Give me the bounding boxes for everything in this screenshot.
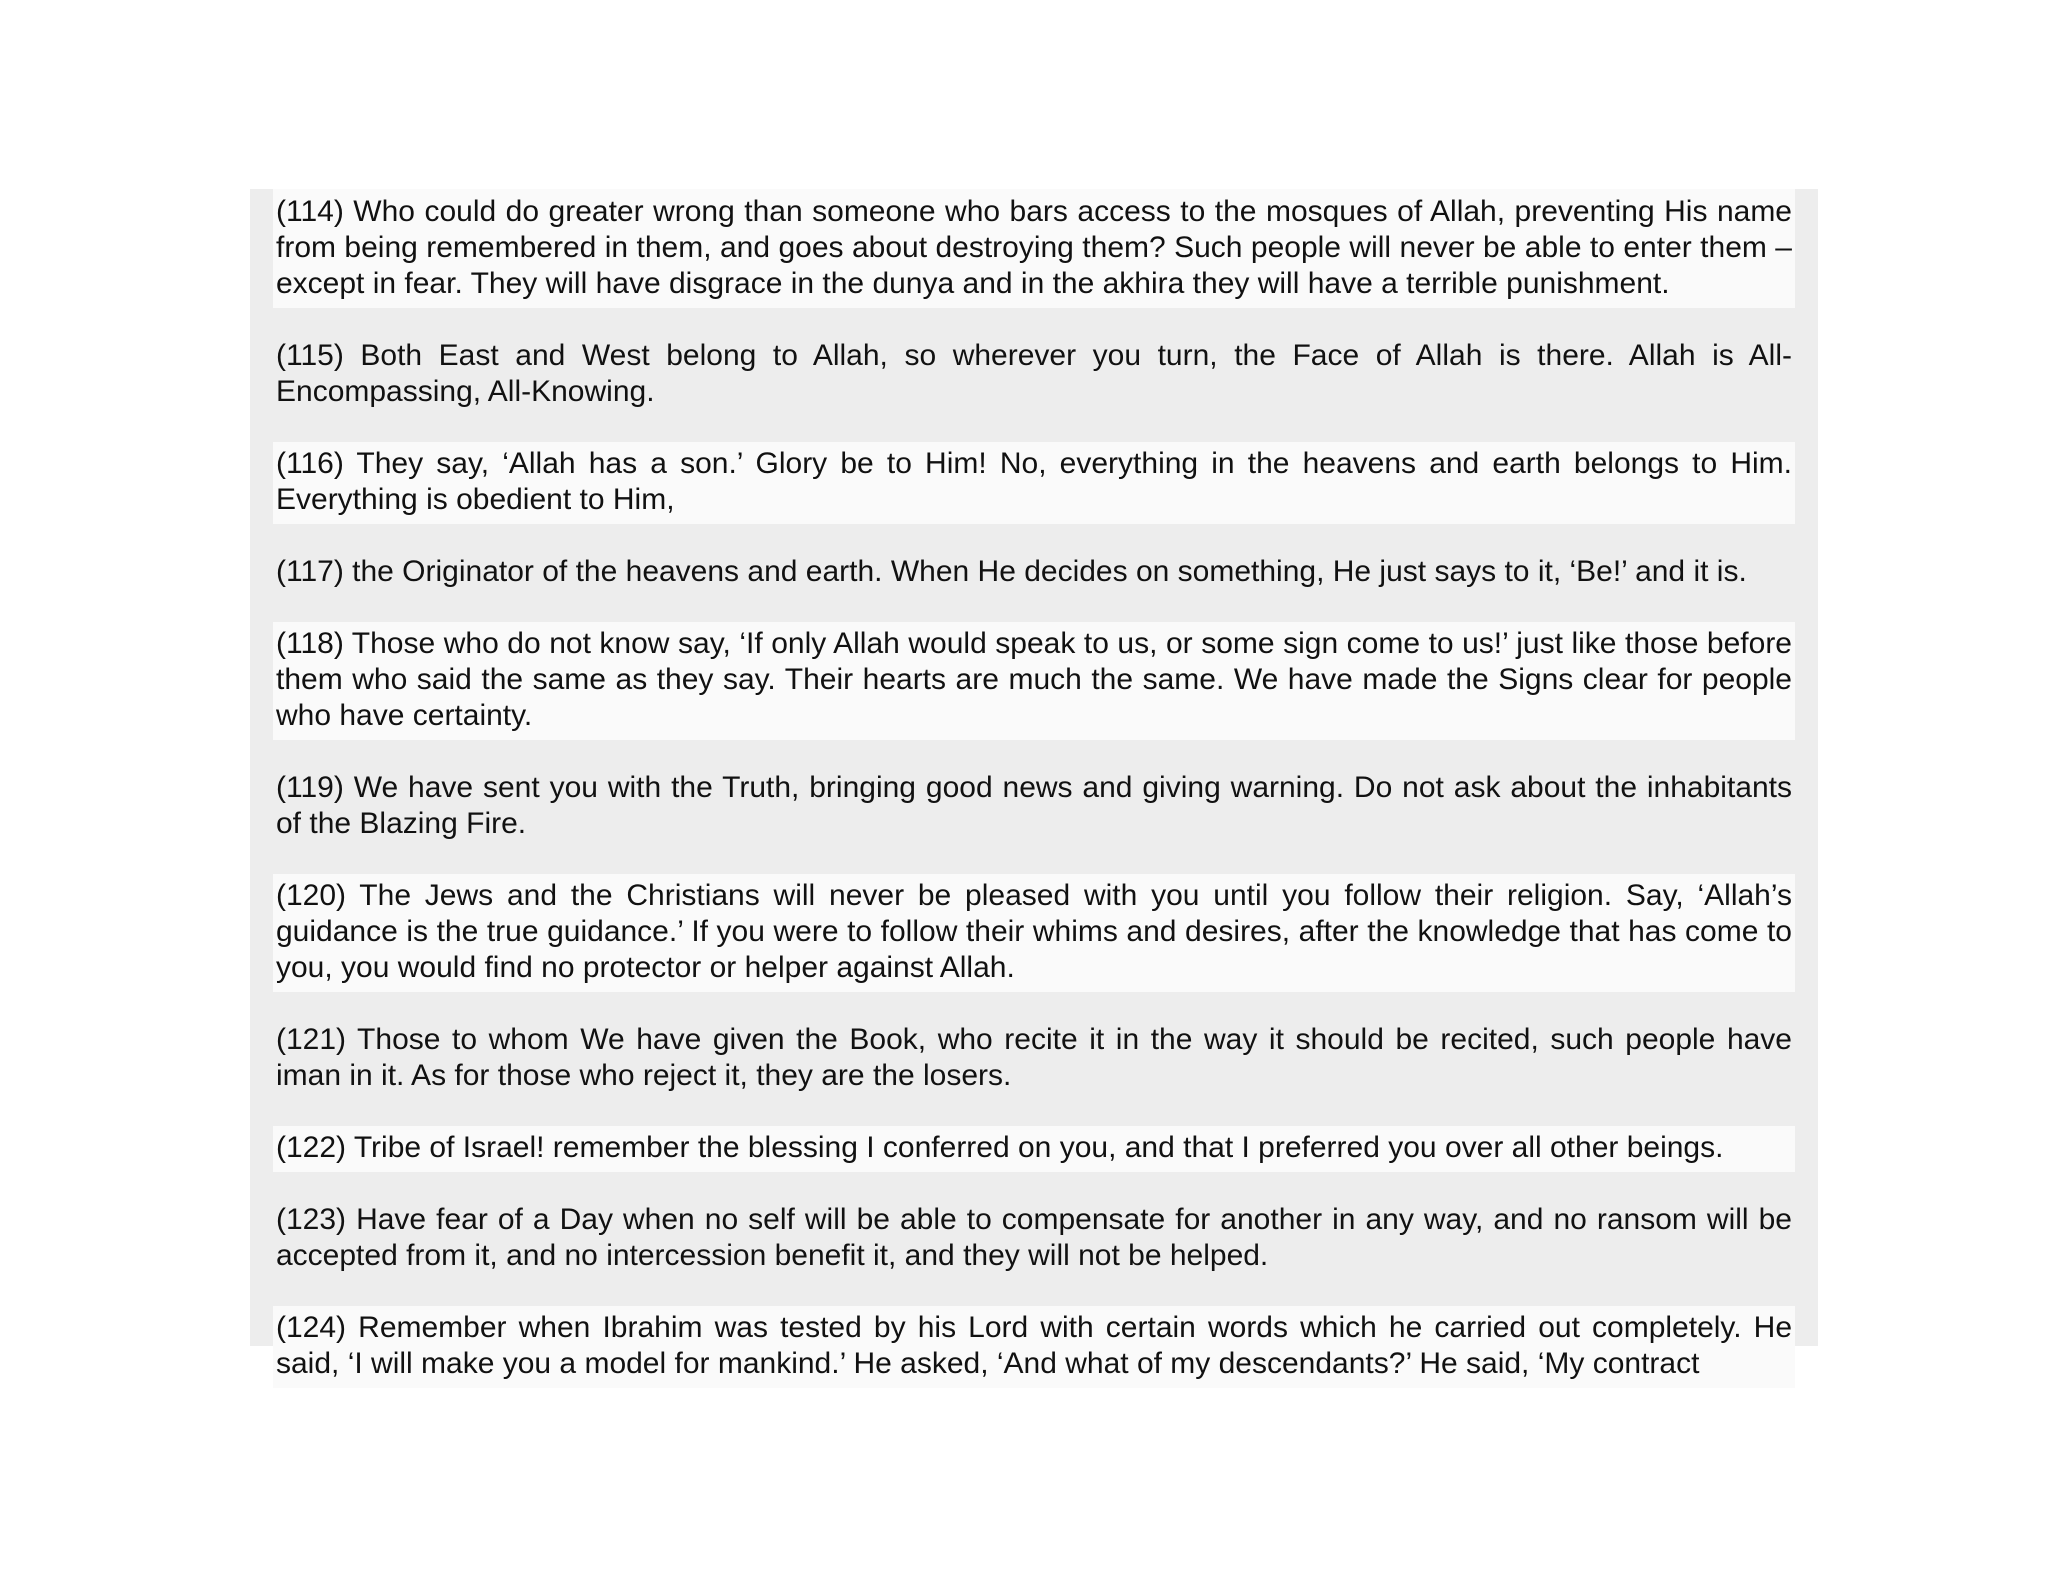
verse-124: (124) Remember when Ibrahim was tested by his Lord with certain words which he carried out completely. He said, ‘I will make you a model for mankind.’ He asked, ‘And what of my descendants?’ He said, ‘My contract: [273, 1306, 1795, 1388]
document-panel: [250, 189, 1818, 1380]
verse-115: (115) Both East and West belong to Allah, so wherever you turn, the Face of Allah is there. Allah is All-Encompassing, All-Knowing.: [273, 334, 1795, 416]
verse-114: (114) Who could do greater wrong than someone who bars access to the mosques of Allah, preventing His name from being remembered in them, and goes about destroying them? Such people will never be able to enter them – except in fear. They will have disgrace in the dunya and in the akhira they will have a terrible punishment.: [273, 189, 1795, 308]
verse-120: (120) The Jews and the Christians will never be pleased with you until you follow their religion. Say, ‘Allah’s guidance is the true guidance.’ If you were to follow their whims and desires, after the knowledge that has come to you, you would find no protector or helper against Allah.: [273, 874, 1795, 992]
verse-119: (119) We have sent you with the Truth, bringing good news and giving warning. Do not ask about the inhabitants of the Blazing Fire.: [273, 766, 1795, 848]
verse-117: (117) the Originator of the heavens and earth. When He decides on something, He just says to it, ‘Be!’ and it is.: [273, 550, 1795, 596]
verse-list: [250, 189, 1818, 1388]
verse-123: (123) Have fear of a Day when no self will be able to compensate for another in any way, and no ransom will be accepted from it, and no intercession benefit it, and they will not be helped.: [273, 1198, 1795, 1280]
verse-121: (121) Those to whom We have given the Book, who recite it in the way it should be recited, such people have iman in it. As for those who reject it, they are the losers.: [273, 1018, 1795, 1100]
verse-118: (118) Those who do not know say, ‘If only Allah would speak to us, or some sign come to us!’ just like those before them who said the same as they say. Their hearts are much the same. We have made the Signs clear for people who have certainty.: [273, 622, 1795, 740]
verse-122: (122) Tribe of Israel! remember the blessing I conferred on you, and that I preferred you over all other beings.: [273, 1126, 1795, 1172]
verse-116: (116) They say, ‘Allah has a son.’ Glory be to Him! No, everything in the heavens and earth belongs to Him. Everything is obedient to Him,: [273, 442, 1795, 524]
